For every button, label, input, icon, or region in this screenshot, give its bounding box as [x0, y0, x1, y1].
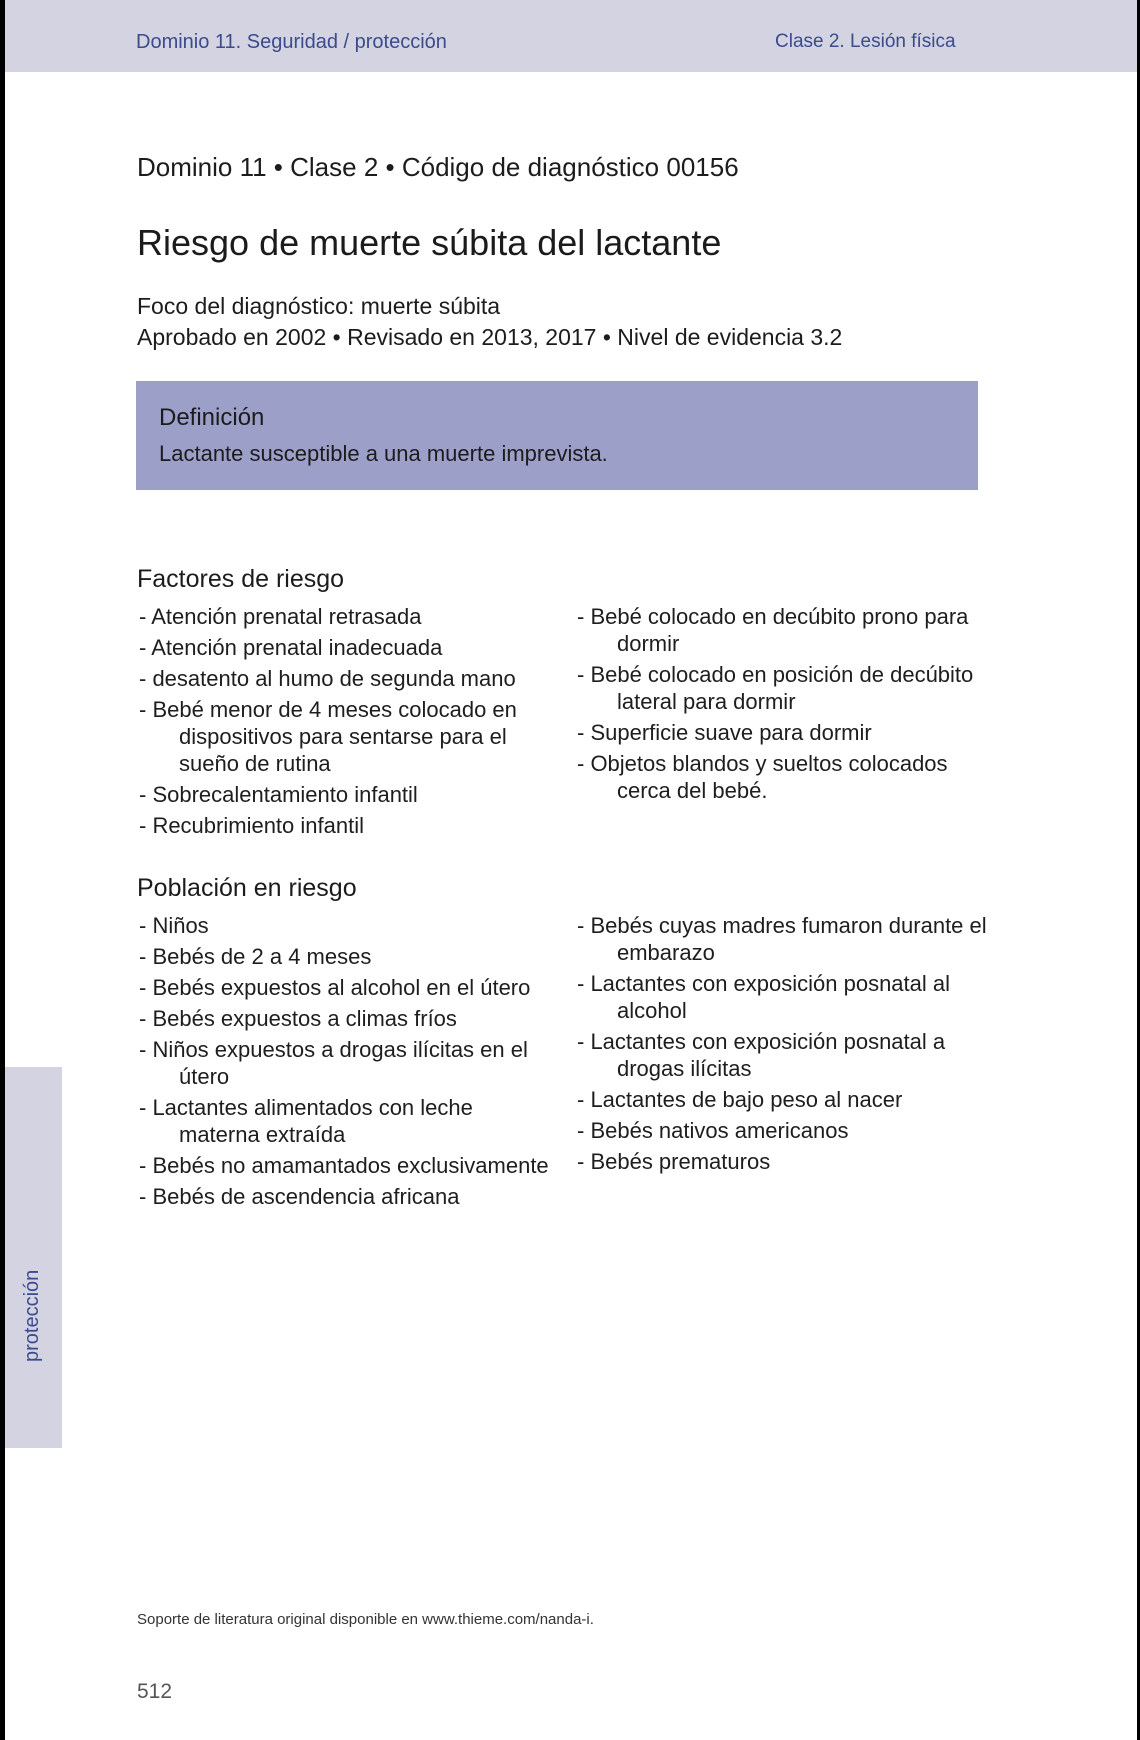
list-item: - Bebés de ascendencia africana	[139, 1184, 460, 1209]
list-item: - Niños	[139, 913, 209, 938]
list-item: - Lactantes alimentados con leche materna extraída	[139, 1095, 473, 1147]
list-item: - Bebés nativos americanos	[577, 1118, 849, 1143]
population-right-column	[577, 912, 997, 1179]
list-item: - Bebé colocado en decúbito prono para dormir	[577, 604, 969, 656]
list-item: - Bebés no amamantados exclusivamente	[139, 1153, 549, 1178]
list-item: - desatento al humo de segunda mano	[139, 666, 516, 691]
list-item: - Bebés cuyas madres fumaron durante el embarazo	[577, 913, 987, 965]
list-item: - Bebé colocado en posición de decúbito lateral para dormir	[577, 662, 974, 714]
diagnosis-focus: Foco del diagnóstico: muerte súbita	[137, 293, 501, 319]
footer-note: Soporte de literatura original disponible en www.thieme.com/nanda-i.	[137, 1611, 594, 1628]
list-item: - Objetos blandos y sueltos colocados cerca del bebé.	[577, 751, 948, 803]
list-item: - Sobrecalentamiento infantil	[139, 782, 418, 807]
side-tab	[5, 1067, 62, 1448]
domain-label: Dominio 11. Seguridad / protección	[136, 31, 447, 53]
population-left-column	[139, 912, 559, 1214]
risk-factors-title: Factores de riesgo	[137, 565, 345, 593]
list-item: - Niños expuestos a drogas ilícitas en el útero	[139, 1037, 528, 1089]
risk-factors-left-column	[139, 603, 559, 843]
list-item: - Bebés prematuros	[577, 1149, 771, 1174]
page-number: 512	[137, 1680, 173, 1703]
list-item: - Recubrimiento infantil	[139, 813, 364, 838]
population-at-risk-title: Población en riesgo	[137, 874, 357, 902]
list-item: - Bebé menor de 4 meses colocado en dispositivos para sentarse para el sueño de rutina	[139, 697, 517, 776]
list-item: - Lactantes con exposición posnatal al alcohol	[577, 971, 951, 1023]
list-item: - Atención prenatal inadecuada	[139, 635, 443, 660]
list-item: - Bebés expuestos al alcohol en el útero	[139, 975, 531, 1000]
list-item: - Lactantes de bajo peso al nacer	[577, 1087, 903, 1112]
header-band	[5, 0, 1137, 72]
page-title: Riesgo de muerte súbita del lactante	[137, 222, 722, 263]
definition-box	[136, 381, 978, 490]
risk-factors-right-column	[577, 603, 997, 808]
list-item: - Bebés expuestos a climas fríos	[139, 1006, 457, 1031]
approval-info: Aprobado en 2002 • Revisado en 2013, 2017 • Nivel de evidencia 3.2	[137, 324, 843, 350]
diagnosis-code-line: Dominio 11 • Clase 2 • Código de diagnóstico 00156	[137, 152, 739, 182]
list-item: - Bebés de 2 a 4 meses	[139, 944, 372, 969]
list-item: - Atención prenatal retrasada	[139, 604, 422, 629]
definition-title: Definición	[159, 404, 265, 431]
list-item: - Superficie suave para dormir	[577, 720, 872, 745]
list-item: - Lactantes con exposición posnatal a drogas ilícitas	[577, 1029, 946, 1081]
side-tab-label: protección	[21, 1269, 43, 1362]
class-label: Clase 2. Lesión física	[775, 31, 956, 52]
definition-text: Lactante susceptible a una muerte imprevista.	[159, 441, 608, 466]
document-page	[5, 0, 1137, 1740]
